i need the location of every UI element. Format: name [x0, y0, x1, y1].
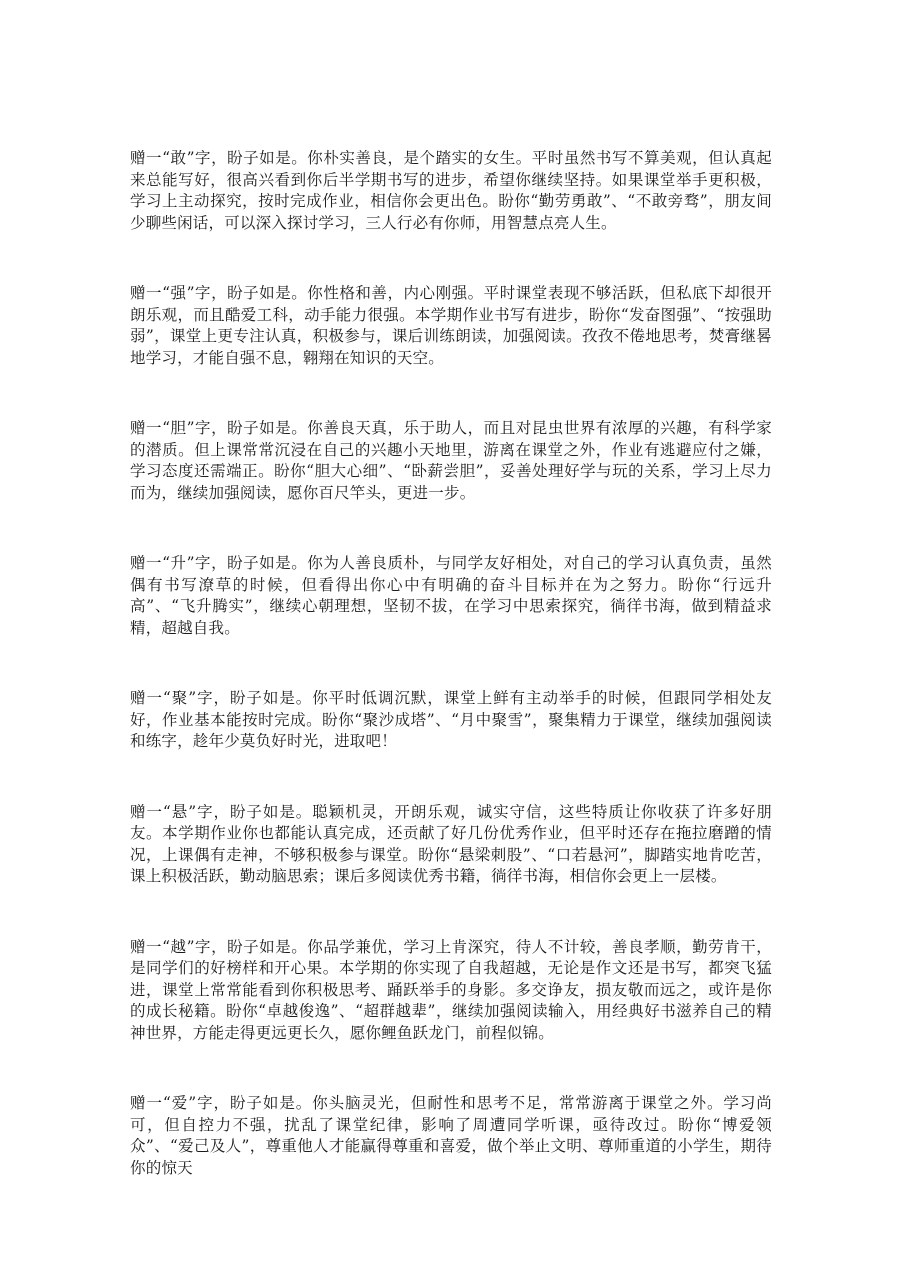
paragraph-qiang: 赠一“强”字，盼子如是。你性格和善，内心刚强。平时课堂表现不够活跃，但私底下却很开朗乐观，而且酷爱工科，动手能力很强。本学期作业书写有进步，盼你“发奋图强”、“按强助弱”，课堂上更专注认真，积极参与，课后训练朗读，加强阅读。孜孜不倦地思考，焚膏继晷地学习，才能自强不息，翱翔在知识的天空。 [130, 284, 772, 367]
paragraph-xuan: 赠一“悬”字，盼子如是。聪颖机灵，开朗乐观，诚实守信，这些特质让你收获了许多好朋友。本学期作业你也都能认真完成，还贡献了好几份优秀作业，但平时还存在拖拉磨蹭的情况，上课偶有走神，不够积极参与课堂。盼你“悬梁刺股”、“口若悬河”，脚踏实地肯吃苦，课上积极活跃，勤动脑思索；课后多阅读优秀书籍，徜徉书海，相信你会更上一层楼。 [130, 802, 772, 885]
paragraph-ju: 赠一“聚”字，盼子如是。你平时低调沉默，课堂上鲜有主动举手的时候，但跟同学相处友好，作业基本能按时完成。盼你“聚沙成塔”、“月中聚雪”，聚集精力于课堂，继续加强阅读和练字，趁年少莫负好时光，进取吧！ [130, 689, 772, 750]
paragraph-sheng: 赠一“升”字，盼子如是。你为人善良质朴，与同学友好相处，对自己的学习认真负责，虽然偶有书写潦草的时候，但看得出你心中有明确的奋斗目标并在为之努力。盼你“行远升高”、“飞升腾实”，继续心朝理想，坚韧不拔，在学习中思索探究，徜徉书海，做到精益求精，超越自我。 [130, 554, 772, 637]
paragraph-ai: 赠一“爱”字，盼子如是。你头脑灵光，但耐性和思考不足，常常游离于课堂之外。学习尚可，但自控力不强，扰乱了课堂纪律，影响了周遭同学听课，亟待改过。盼你“博爱领众”、“爱己及人”，尊重他人才能赢得尊重和喜爱，做个举止文明、尊师重道的小学生，期待你的惊天 [130, 1094, 772, 1177]
paragraph-gan: 赠一“敢”字，盼子如是。你朴实善良，是个踏实的女生。平时虽然书写不算美观，但认真起来总能写好，很高兴看到你后半学期书写的进步，希望你继续坚持。如果课堂举手更积极，学习上主动探究，按时完成作业，相信你会更出色。盼你“勤劳勇敢”、“不敢旁骛”，朋友间少聊些闲话，可以深入探讨学习，三人行必有你师，用智慧点亮人生。 [130, 149, 772, 232]
paragraph-dan: 赠一“胆”字，盼子如是。你善良天真，乐于助人，而且对昆虫世界有浓厚的兴趣，有科学家的潜质。但上课常常沉浸在自己的兴趣小天地里，游离在课堂之外，作业有逃避应付之嫌，学习态度还需端正。盼你“胆大心细”、“卧薪尝胆”，妥善处理好学与玩的关系，学习上尽力而为，继续加强阅读，愿你百尺竿头，更进一步。 [130, 419, 772, 502]
paragraph-yue: 赠一“越”字，盼子如是。你品学兼优，学习上肯深究，待人不计较，善良孝顺，勤劳肯干，是同学们的好榜样和开心果。本学期的你实现了自我超越，无论是作文还是书写，都突飞猛进，课堂上常常能看到你积极思考、踊跃举手的身影。多交诤友，损友敬而远之，或许是你的成长秘籍。盼你“卓越俊逸”、“超群越辈”，继续加强阅读输入，用经典好书滋养自己的精神世界，方能走得更远更长久，愿你鲤鱼跃龙门，前程似锦。 [130, 937, 772, 1042]
